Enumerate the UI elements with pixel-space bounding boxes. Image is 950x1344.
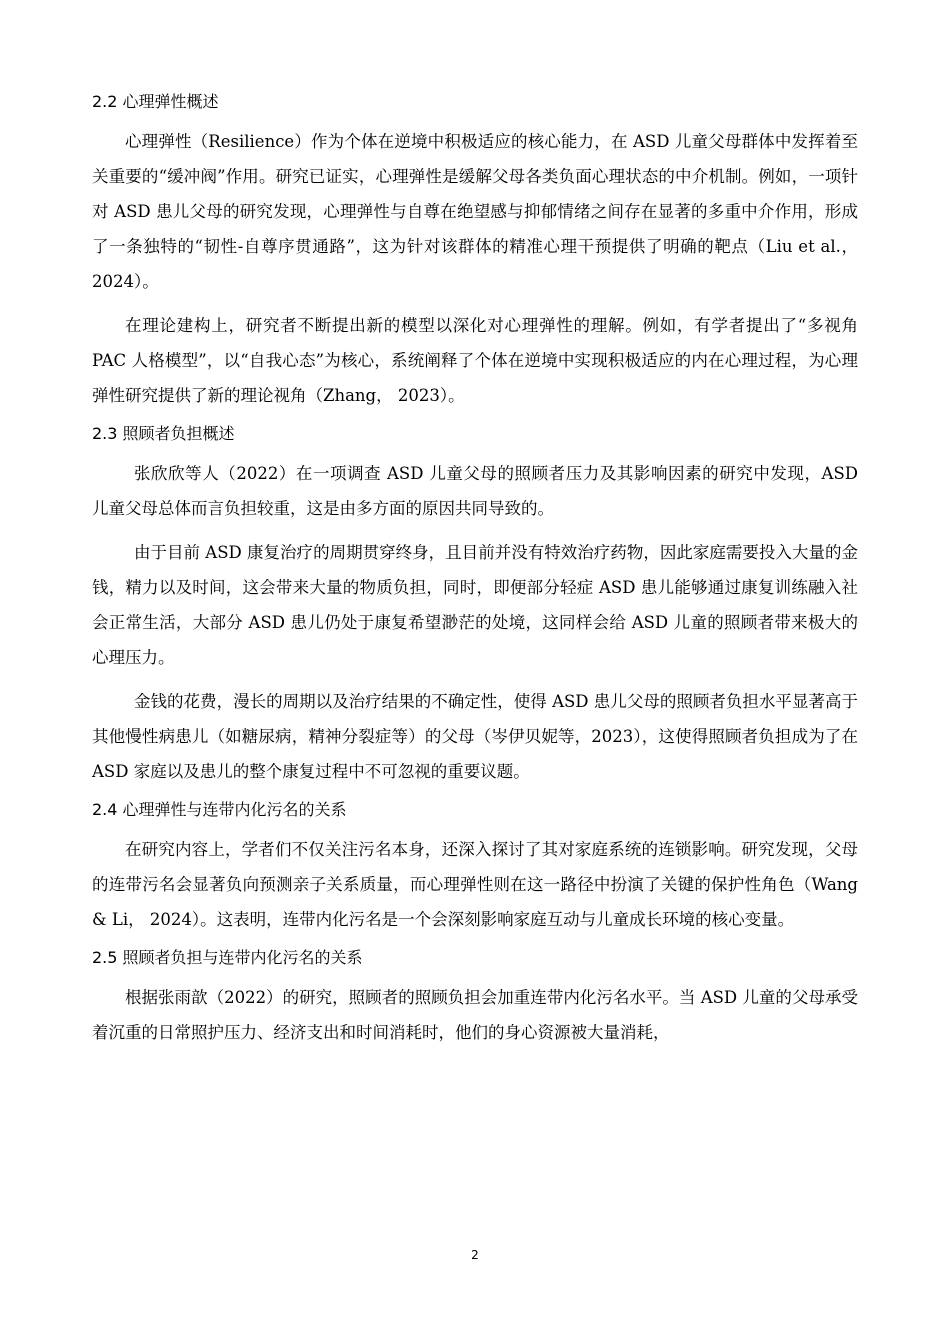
paragraph: 金钱的花费，漫长的周期以及治疗结果的不确定性，使得 ASD 患儿父母的照顾者负担水平显著高于其他慢性病患儿（如糖尿病，精神分裂症等）的父母（岑伊贝妮等，2023），这使得照顾者负担成为了在 ASD 家庭以及患儿的整个康复过程中不可忽视的重要议题。 (92, 692, 858, 781)
section-heading-2-3: 2.3 照顾者负担概述 (92, 424, 235, 443)
page-number: 2 (471, 1248, 479, 1262)
section-heading-2-2: 2.2 心理弹性概述 (92, 92, 219, 111)
paragraph: 张欣欣等人（2022）在一项调查 ASD 儿童父母的照顾者压力及其影响因素的研究中发现，ASD 儿童父母总体而言负担较重，这是由多方面的原因共同导致的。 (92, 464, 858, 518)
section-heading-2-5: 2.5 照顾者负担与连带内化污名的关系 (92, 948, 363, 967)
paragraph: 由于目前 ASD 康复治疗的周期贯穿终身，且目前并没有特效治疗药物，因此家庭需要投入大量的金钱，精力以及时间，这会带来大量的物质负担，同时，即便部分轻症 ASD 患儿能够通过康复训练融入社会正常生活，大部分 ASD 患儿仍处于康复希望渺茫的处境，这同样会给 ASD 儿童的照顾者带来极大的心理压力。 (92, 543, 858, 667)
paragraph: 心理弹性（Resilience）作为个体在逆境中积极适应的核心能力，在 ASD 儿童父母群体中发挥着至关重要的“缓冲阀”作用。研究已证实，心理弹性是缓解父母各类负面心理状态的中介机制。例如，一项针对 ASD 患儿父母的研究发现，心理弹性与自尊在绝望感与抑郁情绪之间存在显著的多重中介作用，形成了一条独特的“韧性-自尊序贯通路”，这为针对该群体的精准心理干预提供了明确的靶点（Liu et al.， 2024）。 (92, 132, 858, 291)
section-heading-2-4: 2.4 心理弹性与连带内化污名的关系 (92, 800, 347, 819)
paragraph: 根据张雨歆（2022）的研究，照顾者的照顾负担会加重连带内化污名水平。当 ASD 儿童的父母承受着沉重的日常照护压力、经济支出和时间消耗时，他们的身心资源被大量消耗， (92, 988, 858, 1042)
paragraph: 在研究内容上，学者们不仅关注污名本身，还深入探讨了其对家庭系统的连锁影响。研究发现，父母的连带污名会显著负向预测亲子关系质量，而心理弹性则在这一路径中扮演了关键的保护性角色（Wang & Li， 2024）。这表明，连带内化污名是一个会深刻影响家庭互动与儿童成长环境的核心变量。 (92, 840, 858, 929)
paragraph: 在理论建构上，研究者不断提出新的模型以深化对心理弹性的理解。例如，有学者提出了“多视角 PAC 人格模型”，以“自我心态”为核心，系统阐释了个体在逆境中实现积极适应的内在心理过程，为心理弹性研究提供了新的理论视角（Zhang， 2023）。 (92, 316, 858, 405)
page-body (92, 90, 858, 1059)
